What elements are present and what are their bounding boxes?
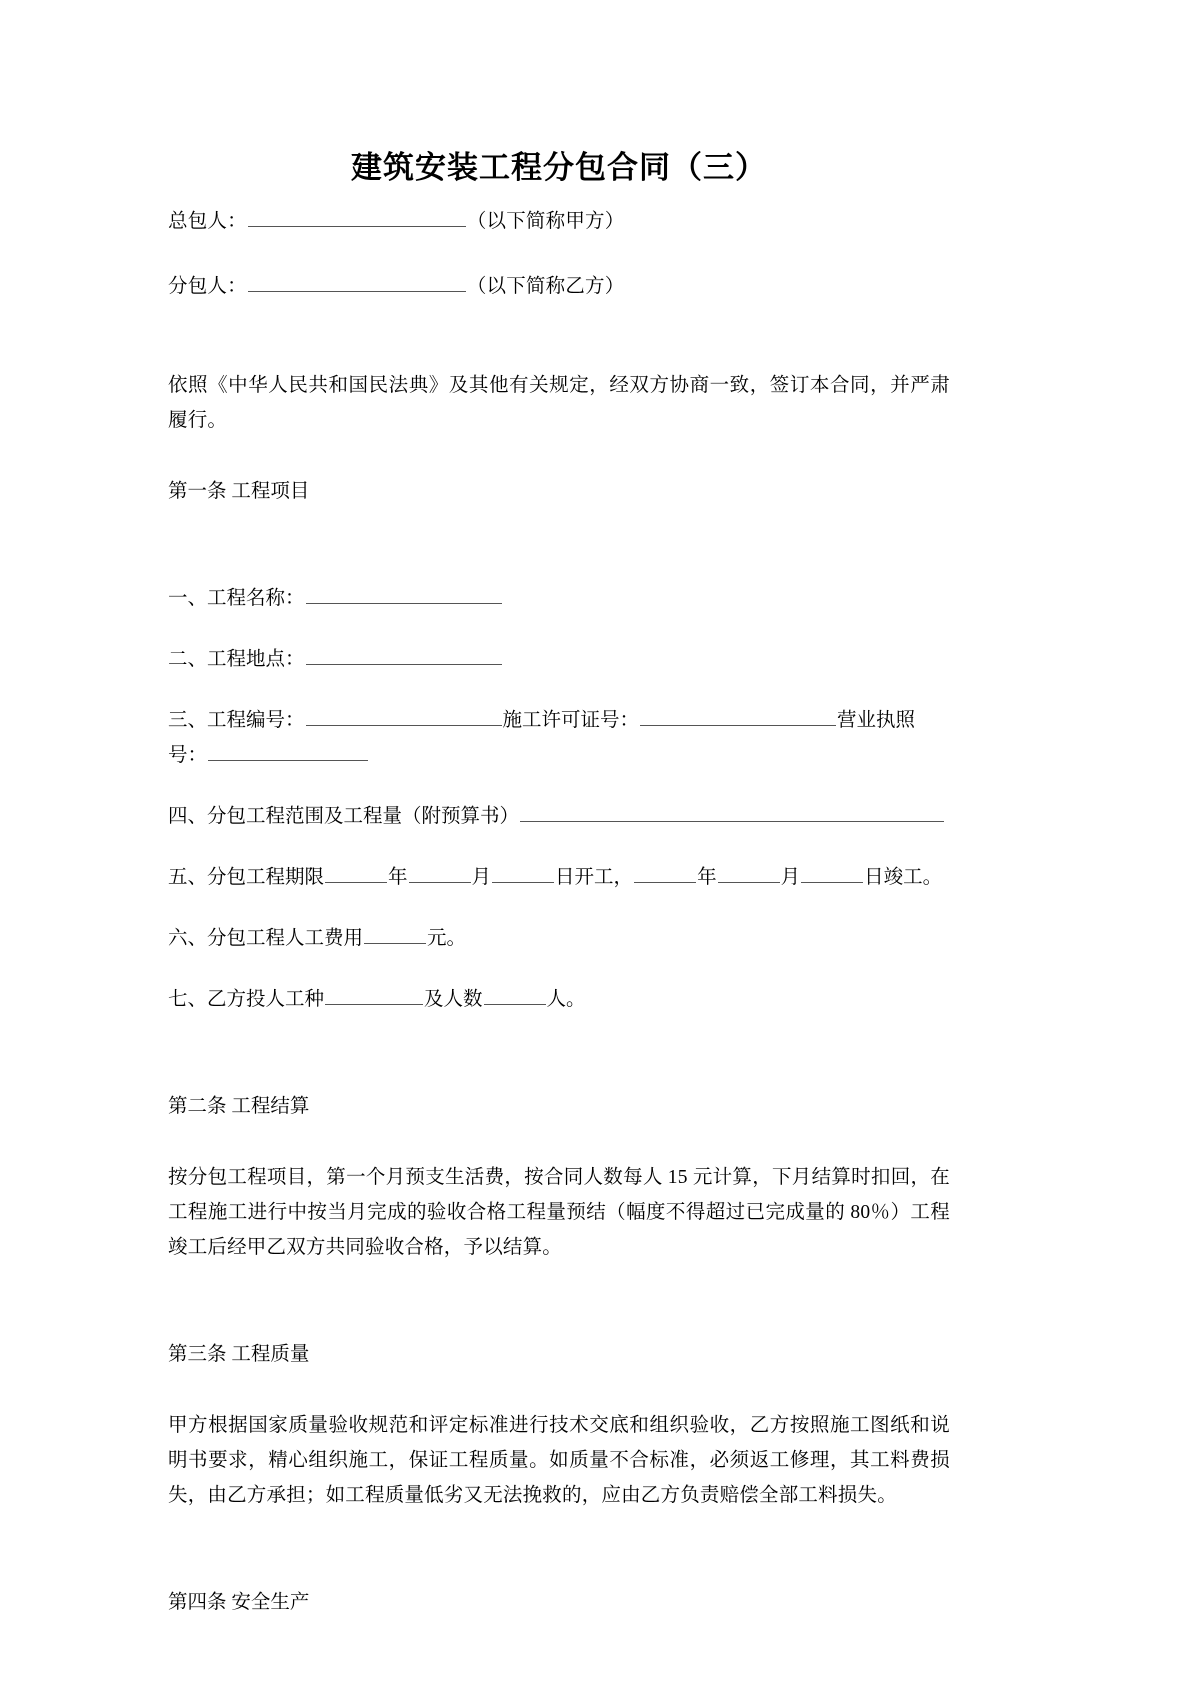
item-scope-label: 四、分包工程范围及工程量（附预算书） <box>168 806 520 828</box>
item-business-license-blank[interactable] <box>208 742 368 762</box>
item-start-month-blank[interactable] <box>409 864 471 884</box>
item-construction-permit-label: 施工许可证号： <box>502 710 640 732</box>
item-scope-blank[interactable] <box>520 803 944 823</box>
page-title: 建筑安装工程分包合同（三） <box>351 150 767 185</box>
spacer <box>168 304 950 368</box>
clause-heading-4: 第四条 安全生产 <box>168 1592 310 1614</box>
item-labor-cost <box>168 921 950 956</box>
clause-heading-3: 第三条 工程质量 <box>168 1344 310 1366</box>
item-duration-label: 五、分包工程期限 <box>168 867 325 889</box>
spacer <box>168 956 950 982</box>
item-end-year-unit: 年 <box>697 867 717 889</box>
party-suffix-general-contractor: （以下简称甲方） <box>466 211 625 233</box>
party-suffix-subcontractor: （以下简称乙方） <box>466 276 625 298</box>
item-project-numbers <box>168 703 950 773</box>
spacer <box>168 677 950 703</box>
item-worker-type-label: 七、乙方投人工种 <box>168 989 325 1011</box>
item-scope-and-quantity <box>168 799 950 834</box>
party-blank-general-contractor[interactable] <box>248 208 466 228</box>
item-worker-types <box>168 982 950 1017</box>
item-worker-count-label: 及人数 <box>424 989 483 1011</box>
item-duration <box>168 860 950 895</box>
party-blank-subcontractor[interactable] <box>248 273 466 293</box>
spacer <box>168 239 950 269</box>
party-line-general-contractor <box>168 204 950 239</box>
spacer <box>168 895 950 921</box>
item-start-day-blank[interactable] <box>492 864 554 884</box>
item-end-month-blank[interactable] <box>718 864 780 884</box>
spacer <box>168 1265 950 1337</box>
spacer <box>168 1017 950 1089</box>
item-start-year-unit: 年 <box>388 867 408 889</box>
item-project-location <box>168 642 950 677</box>
clause-heading-2: 第二条 工程结算 <box>168 1096 310 1118</box>
item-start-year-blank[interactable] <box>325 864 387 884</box>
clause-heading-1: 第一条 工程项目 <box>168 481 310 503</box>
item-start-month-unit: 月 <box>471 867 492 889</box>
clause-body-2: 按分包工程项目，第一个月预支生活费，按合同人数每人 15 元计算，下月结算时扣回，在工程施工进行中按当月完成的验收合格工程量预结（幅度不得超过已完成量的 80％）工程竣工后经甲乙双方共同验收合格，予以结算。 <box>168 1167 950 1259</box>
item-end-year-blank[interactable] <box>634 864 696 884</box>
item-project-name-blank[interactable] <box>306 585 502 605</box>
item-worker-type-blank[interactable] <box>325 986 423 1006</box>
spacer <box>168 188 950 204</box>
spacer <box>168 1124 950 1160</box>
item-labor-cost-label: 六、分包工程人工费用 <box>168 928 364 950</box>
item-project-name-label: 一、工程名称： <box>168 588 305 610</box>
item-project-name <box>168 581 950 616</box>
spacer <box>168 1513 950 1585</box>
spacer <box>168 616 950 642</box>
item-start-day-unit: 日开工， <box>555 867 634 889</box>
item-project-code-blank[interactable] <box>306 707 502 727</box>
item-business-license-label: 营业执照号： <box>168 710 916 767</box>
item-project-code-label: 三、工程编号： <box>168 710 305 732</box>
spacer <box>168 509 950 581</box>
item-end-month-unit: 月 <box>780 867 801 889</box>
item-labor-cost-blank[interactable] <box>364 925 426 945</box>
item-worker-count-unit: 人。 <box>546 989 586 1011</box>
spacer <box>168 438 950 474</box>
spacer <box>168 834 950 860</box>
item-construction-permit-blank[interactable] <box>640 707 836 727</box>
item-worker-count-blank[interactable] <box>484 986 546 1006</box>
item-project-location-blank[interactable] <box>306 646 502 666</box>
spacer <box>168 773 950 799</box>
document-body <box>168 0 950 1620</box>
item-end-day-blank[interactable] <box>801 864 863 884</box>
party-label-general-contractor: 总包人： <box>168 211 247 233</box>
spacer <box>168 1372 950 1408</box>
party-line-subcontractor <box>168 269 950 304</box>
item-project-location-label: 二、工程地点： <box>168 649 305 671</box>
item-labor-cost-unit: 元。 <box>427 928 467 950</box>
clause-body-3: 甲方根据国家质量验收规范和评定标准进行技术交底和组织验收，乙方按照施工图纸和说明书要求，精心组织施工，保证工程质量。如质量不合标准，必须返工修理，其工料费损失，由乙方承担；如工程质量低劣又无法挽救的，应由乙方负责赔偿全部工料损失。 <box>168 1415 950 1507</box>
party-label-subcontractor: 分包人： <box>168 276 247 298</box>
preamble-paragraph: 依照《中华人民共和国民法典》及其他有关规定，经双方协商一致，签订本合同，并严肃履行。 <box>168 375 950 432</box>
item-end-day-unit: 日竣工。 <box>864 867 943 889</box>
